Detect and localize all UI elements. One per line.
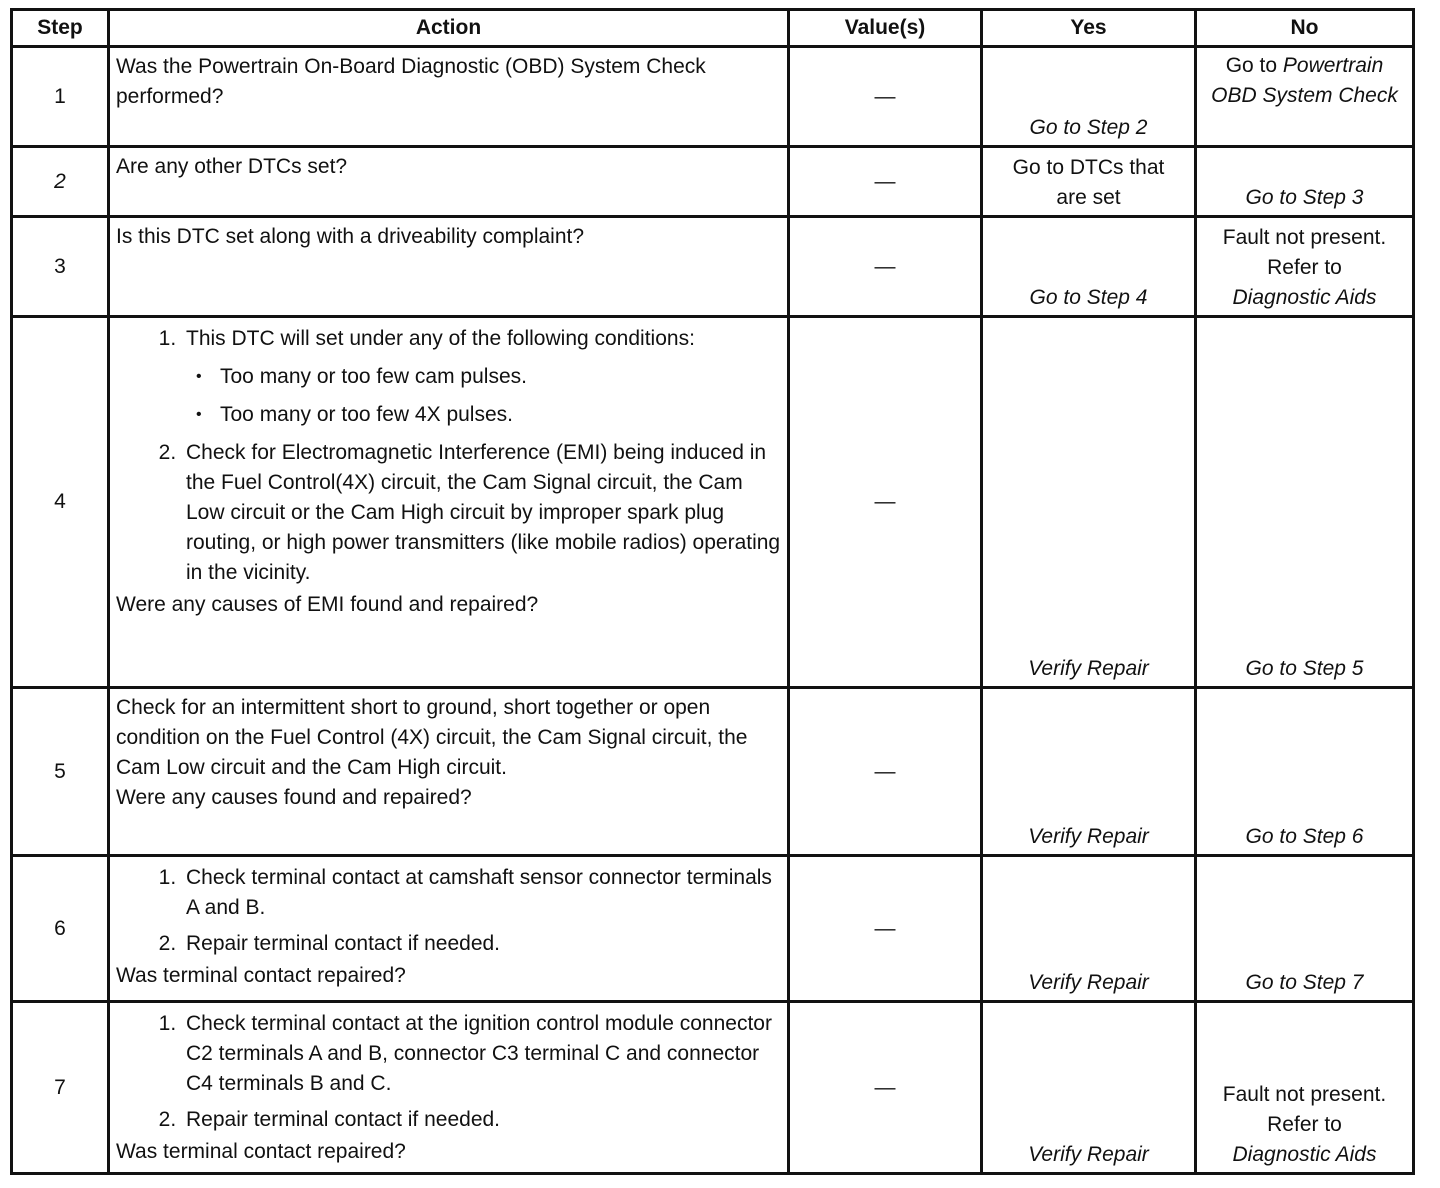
yes-cell: Verify Repair xyxy=(982,856,1196,1002)
header-values: Value(s) xyxy=(789,10,982,47)
action-cell xyxy=(109,47,789,147)
header-step: Step xyxy=(12,10,109,47)
table-row-step-7 xyxy=(12,1002,1414,1174)
value-cell: — xyxy=(789,1002,982,1174)
step-number: 7 xyxy=(12,1002,109,1174)
action-text: Is this DTC set along with a driveability complaint? xyxy=(116,225,585,248)
table-row-step-1 xyxy=(12,47,1414,147)
action-step-item: 1. Check terminal contact at camshaft sensor connector terminals A and B. xyxy=(182,863,781,923)
action-cell xyxy=(109,1002,789,1174)
action-step-item xyxy=(182,324,781,434)
table-row-step-3 xyxy=(12,217,1414,317)
table-row-step-5 xyxy=(12,688,1414,856)
step-number: 1 xyxy=(12,47,109,147)
no-cell xyxy=(1196,1002,1414,1174)
step-number: 5 xyxy=(12,688,109,856)
action-text: Check for an intermittent short to ground, short together or open condition on the Fuel Control (4X) circuit, the Cam Signal circuit, the Cam Low circuit and the Cam High circuit. xyxy=(116,696,748,779)
condition-item: • Too many or too few cam pulses. xyxy=(216,358,781,396)
yes-cell: Go to DTCs that are set xyxy=(982,147,1196,217)
no-italic-text: Powertrain OBD System Check xyxy=(1211,54,1398,107)
condition-item: • Too many or too few 4X pulses. xyxy=(216,396,781,434)
action-question: Was terminal contact repaired? xyxy=(116,964,406,987)
step-number: 6 xyxy=(12,856,109,1002)
no-cell: Go to Step 7 xyxy=(1196,856,1414,1002)
action-step-item: 2. Repair terminal contact if needed. xyxy=(182,929,781,959)
step-number: 4 xyxy=(12,317,109,688)
no-line-1: Fault not present. xyxy=(1222,226,1387,249)
action-question: Were any causes found and repaired? xyxy=(116,786,472,809)
action-steps-list xyxy=(116,863,781,959)
action-cell xyxy=(109,217,789,317)
step-number: 2 xyxy=(12,147,109,217)
value-cell: — xyxy=(789,217,982,317)
action-step-item: 1. Check terminal contact at the ignition control module connector C2 terminals A and B, connector C3 terminal C and connector C4 terminals B and C. xyxy=(182,1009,781,1099)
action-step-text: This DTC will set under any of the following conditions: xyxy=(186,327,695,350)
table-row-step-2 xyxy=(12,147,1414,217)
header-no: No xyxy=(1196,10,1414,47)
action-cell xyxy=(109,856,789,1002)
action-cell xyxy=(109,147,789,217)
action-cell xyxy=(109,317,789,688)
yes-cell: Verify Repair xyxy=(982,688,1196,856)
action-question: Were any causes of EMI found and repaired? xyxy=(116,593,539,616)
value-cell: — xyxy=(789,47,982,147)
no-cell xyxy=(1196,47,1414,147)
no-cell: Go to Step 5 xyxy=(1196,317,1414,688)
no-text: Go to xyxy=(1225,54,1283,77)
no-line-2: Refer to xyxy=(1267,1113,1342,1136)
header-action: Action xyxy=(109,10,789,47)
action-step-item: 2. Check for Electromagnetic Interference (EMI) being induced in the Fuel Control(4X) circuit, the Cam Signal circuit, the Cam Low circuit or the Cam High circuit by improper spark plug routing, or high power transmitters (like mobile radios) operating in the vicinity. xyxy=(182,438,781,588)
value-cell: — xyxy=(789,856,982,1002)
no-cell: Go to Step 6 xyxy=(1196,688,1414,856)
value-cell: — xyxy=(789,688,982,856)
diagnostic-aids-link: Diagnostic Aids xyxy=(1232,286,1377,309)
header-yes: Yes xyxy=(982,10,1196,47)
diagnostic-table xyxy=(10,8,1415,1175)
no-cell: Go to Step 3 xyxy=(1196,147,1414,217)
step-number: 3 xyxy=(12,217,109,317)
no-line-2: Refer to xyxy=(1267,256,1342,279)
action-step-item: 2. Repair terminal contact if needed. xyxy=(182,1105,781,1135)
action-text: Was the Powertrain On-Board Diagnostic (OBD) System Check performed? xyxy=(116,55,706,108)
diagnostic-aids-link: Diagnostic Aids xyxy=(1232,1143,1377,1166)
action-question: Was terminal contact repaired? xyxy=(116,1140,406,1163)
yes-cell: Verify Repair xyxy=(982,1002,1196,1174)
yes-cell: Verify Repair xyxy=(982,317,1196,688)
action-cell xyxy=(109,688,789,856)
header-row xyxy=(12,10,1414,47)
action-steps-list xyxy=(116,1009,781,1135)
value-cell: — xyxy=(789,147,982,217)
action-steps-list xyxy=(116,324,781,588)
condition-list xyxy=(186,358,781,434)
yes-cell: Go to Step 4 xyxy=(982,217,1196,317)
no-cell xyxy=(1196,217,1414,317)
no-line-1: Fault not present. xyxy=(1222,1083,1387,1106)
yes-cell: Go to Step 2 xyxy=(982,47,1196,147)
action-text: Are any other DTCs set? xyxy=(116,155,348,178)
table-row-step-4 xyxy=(12,317,1414,688)
table-row-step-6 xyxy=(12,856,1414,1002)
value-cell: — xyxy=(789,317,982,688)
